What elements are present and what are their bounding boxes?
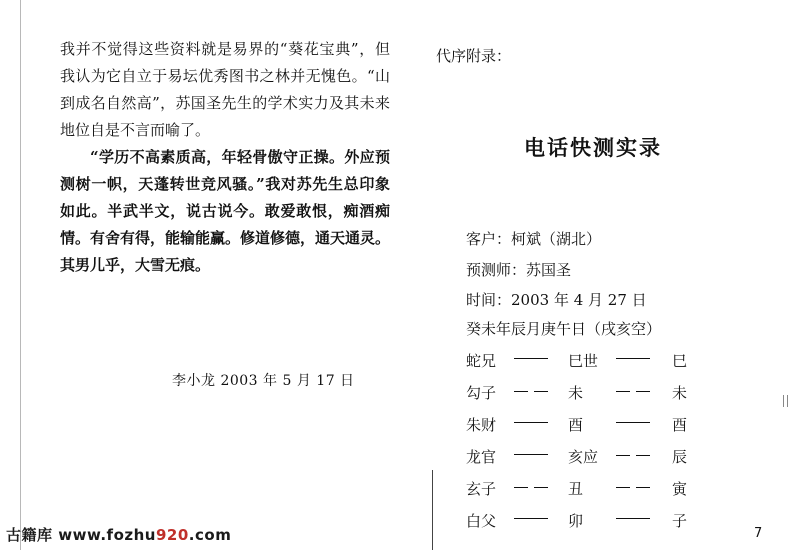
relation-label: 蛇兄	[466, 352, 497, 370]
appendix-heading: 代序附录：	[436, 47, 512, 65]
branch-label: 卯	[568, 512, 584, 530]
signature-line: 李小龙 2003 年 5 月 17 日	[172, 373, 355, 389]
yao-line	[514, 446, 548, 464]
watermark-domain: www.fozhu	[58, 526, 156, 544]
yao-line	[616, 350, 650, 368]
hexagram-row	[466, 350, 706, 372]
hexagram-row	[466, 478, 706, 500]
hexagram-row	[466, 382, 706, 404]
hexagram-row	[466, 414, 706, 436]
branch-label: 子	[672, 512, 688, 530]
branch-label: 巳世	[568, 352, 599, 370]
yao-line	[514, 382, 548, 400]
paragraph-1: 我并不觉得这些资料就是易界的“葵花宝典”，但我认为它自立于易坛优秀图书之林并无愧色。“山到成名自然高”，苏国圣先生的学术实力及其未来地位自是不言而喻了。	[60, 40, 390, 139]
page-number: 7	[754, 526, 763, 541]
paragraph-2: “学历不高素质高，年轻骨傲守正操。外应预测树一帜，天蓬转世竞风骚。”我对苏先生总印象如此。半武半文，说古说今。敢爱敢恨，痴酒痴情。有舍有得，能输能赢。修道修德，通天通灵。其男儿乎，大雪无痕。	[60, 148, 391, 274]
relation-label: 白父	[466, 512, 497, 530]
relation-label: 玄子	[466, 480, 497, 498]
watermark-name: 古籍库	[6, 526, 53, 544]
watermark-tld: .com	[188, 526, 232, 544]
yao-line	[616, 382, 650, 400]
branch-label: 酉	[672, 416, 688, 434]
scan-mark	[783, 395, 788, 407]
yao-line	[514, 478, 548, 496]
ganzhi-line: 癸未年辰月庚午日（戌亥空）	[466, 320, 662, 338]
yao-line	[616, 478, 650, 496]
branch-label: 辰	[672, 448, 688, 466]
relation-label: 朱财	[466, 416, 497, 434]
yao-line	[616, 510, 650, 528]
yao-line	[514, 510, 548, 528]
client-line: 客户：柯斌（湖北）	[466, 230, 602, 248]
branch-label: 未	[672, 384, 688, 402]
binding-edge	[20, 0, 21, 550]
relation-label: 勾子	[466, 384, 497, 402]
left-page-text	[60, 36, 390, 279]
predictor-line: 预测师：苏国圣	[466, 261, 572, 279]
page-divider	[432, 470, 433, 550]
site-watermark	[6, 524, 231, 545]
time-line: 时间：2003 年 4 月 27 日	[466, 291, 647, 309]
branch-label: 亥应	[568, 448, 599, 466]
yao-line	[616, 446, 650, 464]
relation-label: 龙官	[466, 448, 497, 466]
branch-label: 寅	[672, 480, 688, 498]
hexagram-row	[466, 446, 706, 468]
hexagram-row	[466, 510, 706, 532]
branch-label: 未	[568, 384, 584, 402]
branch-label: 巳	[672, 352, 688, 370]
record-title: 电话快测实录	[524, 135, 662, 160]
yao-line	[514, 350, 548, 368]
branch-label: 丑	[568, 480, 584, 498]
branch-label: 酉	[568, 416, 584, 434]
yao-line	[616, 414, 650, 432]
watermark-number: 920	[155, 526, 189, 544]
yao-line	[514, 414, 548, 432]
